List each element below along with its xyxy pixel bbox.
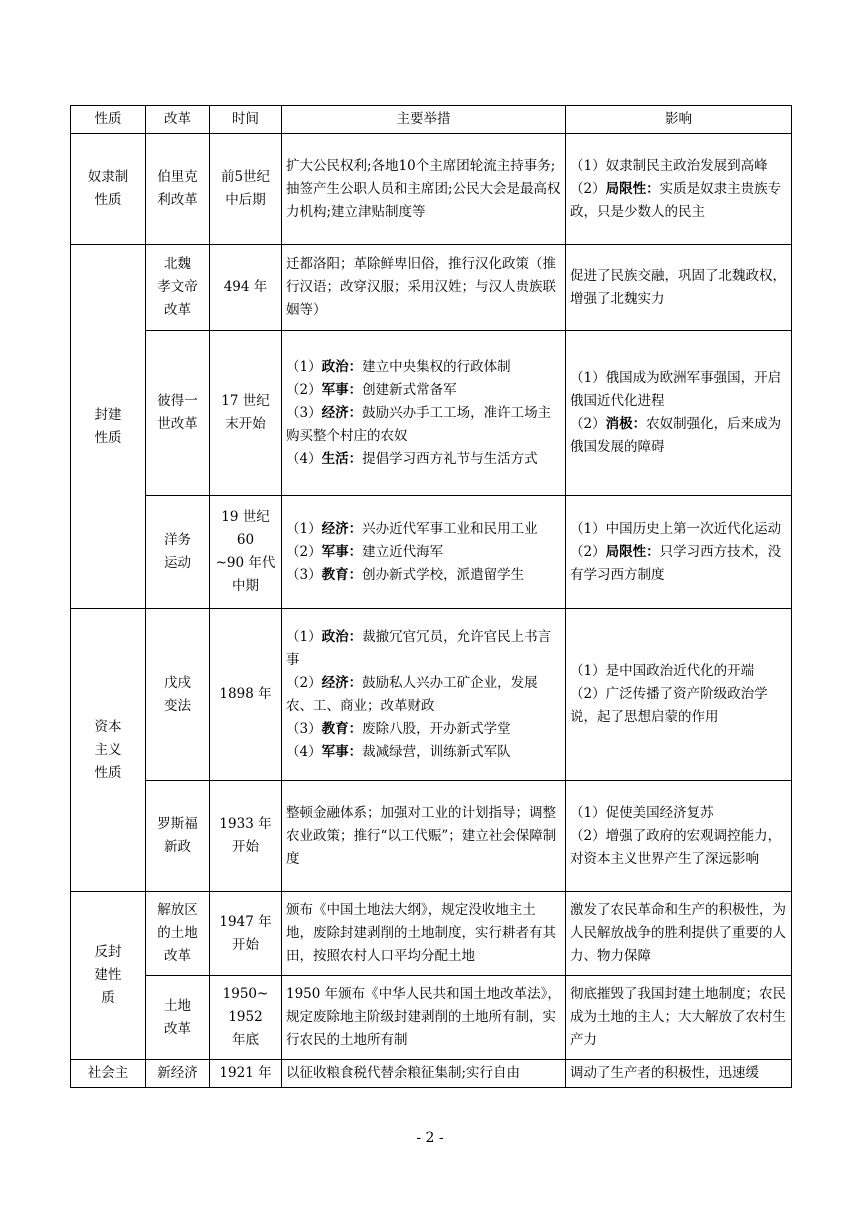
time-line: 1952 [228,1009,263,1025]
time-line: 19 世纪 [221,509,270,525]
measure-item-text: 颁布《中国土地法大纲》，规定没收地主土地，废除封建剥削的土地制度，实行耕者有其田，按照农村人口平均分配土地 [286,902,556,964]
reform-name-line: 北魏 [164,256,191,272]
impact-item-text: 增强了政府的宏观调控能力，对资本主义世界产生了深远影响 [570,827,782,867]
time-line: 开始 [232,839,259,855]
measure-item-keyword: 经济： [321,520,363,537]
impact-item [570,413,787,459]
reform-name-line: 新政 [164,839,191,855]
impact-cell [566,609,792,781]
time-cell [210,781,282,892]
measure-item-text: 鼓励私人兴办工矿企业，发展农、工、商业；改革财政 [286,674,538,714]
measure-item-text: 裁撤冗官冗员，允许官民上书言事 [286,628,552,668]
reform-name-line: 世改革 [157,416,198,432]
measure-item-text: 兴办近代军事工业和民用工业 [362,520,538,537]
time-line: 前5世纪 [220,169,271,185]
reform-name-line: 改革 [164,1020,191,1037]
impact-item-keyword: 局限性： [605,180,660,197]
time-line: 开始 [232,936,259,953]
measure-item [286,356,561,379]
time-cell [210,496,282,609]
measure-item [286,256,556,318]
measure-item [286,564,561,587]
time-line: ~90 年代 [215,555,276,571]
reform-name-line: 变法 [164,697,191,714]
measures-cell [282,781,566,892]
table-row [71,892,792,976]
reform-name-cell [146,892,210,976]
measure-item-keyword: 政治： [321,628,363,645]
measure-item-text: 建立中央集权的行政体制 [362,358,511,375]
nature-line: 建性 [94,967,122,983]
time-line: 中后期 [225,192,266,208]
measure-item-text: 提倡学习西方礼节与生活方式 [362,450,538,467]
measure-item-text: 创建新式常备军 [362,381,457,398]
impact-item [570,1065,759,1081]
time-cell [210,134,282,245]
impact-item-text: 促进了民族交融，巩固了北魏政权，增强了北魏实力 [570,267,786,307]
measure-item-text: 整顿金融体系；加强对工业的计划指导；调整农业政策；推行“以工代赈”；建立社会保障制度 [286,804,557,867]
time-line: 1947 年 [219,913,272,930]
table-row [71,496,792,609]
reform-name-line: 彼得一 [157,393,198,409]
measure-item-number: （4） [286,743,322,760]
impact-item [570,825,787,871]
time-line: 中期 [232,578,259,594]
nature-cell [71,892,146,1060]
impact-item-text: 俄国成为欧洲军事强国，开启俄国近代化进程 [570,370,782,409]
impact-item-number: （1） [570,157,606,174]
impact-item [570,541,787,587]
nature-cell [71,1060,146,1088]
time-line: 494 年 [223,279,268,295]
measures-cell [282,496,566,609]
reform-name-line: 伯里克 [157,169,198,185]
impact-item-text: 奴隶制民主政治发展到高峰 [605,157,768,174]
reform-name-line: 洋务 [164,532,191,548]
measures-cell [282,1060,566,1088]
measures-cell [282,245,566,331]
measure-item-text: 裁减绿营，训练新式军队 [362,743,511,760]
table-row [71,976,792,1060]
reform-table [70,105,792,1088]
impact-item [570,155,787,178]
measure-item [286,672,561,718]
nature-line: 质 [101,990,115,1006]
header-reform: 改革 [146,106,210,134]
measure-item-keyword: 生活： [321,450,363,467]
header-time: 时间 [210,106,282,134]
nature-cell [71,245,146,609]
measure-item-keyword: 经济： [321,404,363,421]
measure-item [286,626,561,672]
measure-item [286,1065,520,1081]
reform-name-line: 孝文帝 [157,279,198,295]
measure-item [286,805,556,867]
time-line: 1950~ [222,986,269,1002]
time-line: 17 世纪 [221,393,270,409]
impact-item-text: 是中国政治近代化的开端 [605,663,755,679]
reform-name-line: 解放区 [157,902,198,918]
impact-item-text: 促使美国经济复苏 [605,804,714,821]
measure-item [286,379,561,402]
impact-item-text: 实质是奴隶主贵族专政，只是少数人的民主 [570,180,782,220]
reform-name-line: 改革 [164,948,191,964]
measure-item [286,158,561,220]
nature-cell [71,609,146,892]
reform-name-cell [146,1060,210,1088]
measure-item [286,986,561,1048]
time-cell [210,245,282,331]
measure-item-number: （3） [286,720,322,737]
measure-item-text: 迁都洛阳；革除鲜卑旧俗，推行汉化政策（推行汉语；改穿汉服；采用汉姓；与汉人贵族联姻等） [286,256,556,318]
impact-item-number: （2） [570,686,606,702]
impact-item-text: 激发了农民革命和生产的积极性，为人民解放战争的胜利提供了重要的人力、物力保障 [570,902,786,964]
impact-item [570,268,786,307]
measure-item-text: 1950 年颁布《中华人民共和国土地改革法》，规定废除地主阶级封建剥削的土地所有制，实行农民的土地所有制 [286,986,561,1048]
measure-item-text: 扩大公民权利;各地10个主席团轮流主持事务;抽签产生公职人员和主席团;公民大会是最高权力机构;建立津贴制度等 [286,157,561,220]
impact-item-text: 广泛传播了资产阶级政治学说，起了思想启蒙的作用 [570,686,768,725]
impact-item [570,902,786,964]
reform-name-line: 土地 [164,997,191,1014]
measures-cell [282,134,566,245]
reform-name-line: 改革 [164,302,191,318]
reform-name-cell [146,245,210,331]
table-row [71,134,792,245]
measure-item-text: 废除八股，开办新式学堂 [362,720,511,737]
measure-item [286,741,561,764]
impact-item [570,178,787,224]
impact-cell [566,976,792,1060]
table-row [71,781,792,892]
impact-item [570,518,787,541]
measure-item [286,541,561,564]
measure-item [286,402,561,448]
reform-name-cell [146,976,210,1060]
impact-item-number: （2） [570,827,606,844]
measure-item [286,448,561,471]
time-cell [210,892,282,976]
impact-item-text: 调动了生产者的积极性，迅速缓 [570,1065,759,1081]
measure-item-keyword: 经济： [321,674,363,691]
reform-name-line: 罗斯福 [157,816,198,832]
impact-cell [566,1060,792,1088]
reform-name-cell [146,496,210,609]
impact-item [570,986,786,1048]
reform-name-cell [146,331,210,496]
measure-item-number: （2） [286,543,322,560]
time-cell [210,1060,282,1088]
measure-item-number: （1） [286,628,322,645]
impact-cell [566,781,792,892]
measure-item-keyword: 教育： [321,720,363,737]
impact-item-text: 中国历史上第一次近代化运动 [605,520,782,537]
time-line: 1898 年 [219,686,272,702]
measure-item-number: （1） [286,520,322,537]
measure-item-number: （3） [286,566,322,583]
nature-line: 奴隶制 [87,169,129,185]
impact-item-number: （1） [570,370,606,386]
measure-item-keyword: 军事： [321,381,363,398]
time-line: 1921 年 [219,1065,272,1081]
header-impact: 影响 [566,106,792,134]
measure-item-number: （4） [286,450,322,467]
measures-cell [282,892,566,976]
nature-line: 性质 [94,192,122,208]
measure-item-keyword: 军事： [321,743,363,760]
header-measures: 主要举措 [282,106,566,134]
nature-line: 反封 [94,944,122,960]
measure-item-keyword: 教育： [321,566,363,583]
header-row [71,106,792,134]
time-line: 末开始 [225,416,266,432]
impact-item-keyword: 消极： [605,416,647,432]
measure-item-number: （1） [286,358,322,375]
header-nature: 性质 [71,106,146,134]
impact-cell [566,134,792,245]
impact-cell [566,331,792,496]
impact-cell [566,892,792,976]
table-row [71,245,792,331]
impact-item-text: 农奴制强化，后来成为俄国发展的障碍 [570,416,782,455]
impact-item [570,683,787,729]
time-line: 1933 年 [219,816,272,832]
measure-item-text: 鼓励兴办手工工场，准许工场主购买整个村庄的农奴 [286,404,552,444]
table-row [71,331,792,496]
impact-item [570,660,787,683]
measure-item-keyword: 军事： [321,543,363,560]
impact-cell [566,245,792,331]
measure-item [286,718,561,741]
measure-item [286,518,561,541]
reform-name-line: 运动 [164,555,191,571]
reform-name-cell [146,134,210,245]
time-cell [210,976,282,1060]
measure-item-keyword: 政治： [321,358,363,375]
impact-item-number: （1） [570,804,606,821]
nature-line: 性质 [94,429,122,446]
measure-item-text: 创办新式学校，派遣留学生 [362,566,525,583]
reform-name-line: 的土地 [157,925,198,941]
measures-cell [282,976,566,1060]
measure-item-text: 以征收粮食税代替余粮征集制;实行自由 [286,1065,521,1081]
impact-item [570,802,787,825]
impact-cell [566,496,792,609]
nature-line: 性质 [94,764,122,781]
nature-line: 社会主 [87,1065,129,1081]
nature-cell [71,134,146,245]
impact-item-number: （1） [570,663,606,679]
time-cell [210,331,282,496]
page-number: - 2 - [416,1130,444,1146]
impact-item-text: 彻底摧毁了我国封建土地制度；农民成为土地的主人；大大解放了农村生产力 [570,986,786,1048]
measure-item-number: （2） [286,381,322,398]
impact-item-number: （2） [570,180,606,197]
nature-line: 封建 [94,406,122,423]
reform-name-cell [146,609,210,781]
impact-item-number: （1） [570,520,606,537]
reform-name-cell [146,781,210,892]
reform-name-line: 利改革 [157,192,198,208]
measures-cell [282,331,566,496]
impact-item-keyword: 局限性： [605,543,660,560]
measure-item-number: （2） [286,674,322,691]
measures-cell [282,609,566,781]
nature-line: 资本 [94,718,122,735]
nature-line: 主义 [94,741,122,758]
measure-item-number: （3） [286,404,322,421]
table-row [71,1060,792,1088]
table-row [71,609,792,781]
time-line: 年底 [232,1032,259,1048]
impact-item-text: 只学习西方技术，没有学习西方制度 [570,543,782,583]
table-body [71,134,792,1088]
time-line: 60 [236,532,255,548]
reform-name-line: 戊戌 [164,674,191,691]
measure-item-text: 建立近代海军 [362,543,444,560]
impact-item [570,367,787,413]
measure-item [286,902,556,964]
time-cell [210,609,282,781]
impact-item-number: （2） [570,416,606,432]
impact-item-number: （2） [570,543,606,560]
reform-name-line: 新经济 [157,1065,198,1081]
